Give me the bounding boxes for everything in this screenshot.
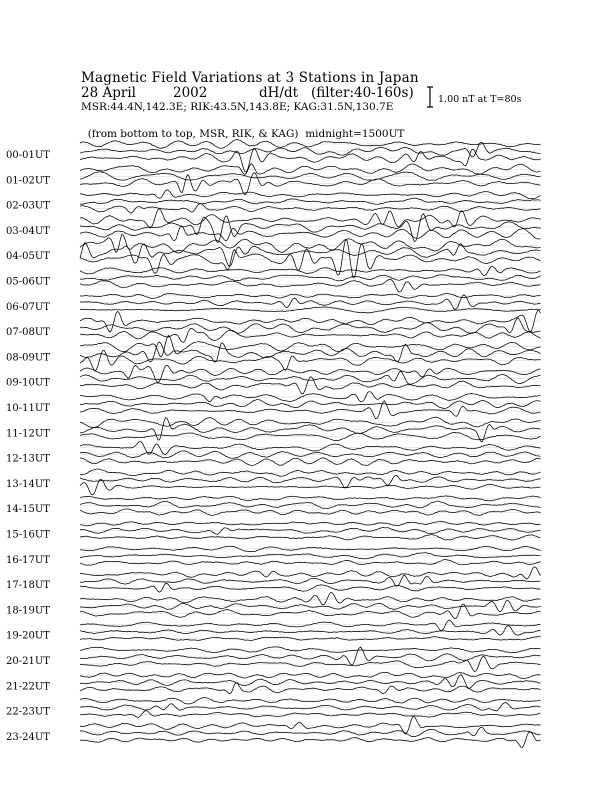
trace-msr [80, 711, 541, 718]
trace-kag [80, 392, 541, 402]
trace-kag [80, 190, 541, 199]
trace-kag [80, 593, 541, 605]
trace-kag [80, 234, 541, 253]
trace-kag [80, 546, 541, 552]
hour-label: 01-02UT [6, 175, 50, 187]
trace-rik [80, 214, 541, 243]
trace-msr [80, 559, 541, 565]
trace-rik [80, 600, 541, 611]
hour-label: 10-11UT [6, 403, 50, 414]
hour-label: 06-07UT [6, 301, 50, 313]
filter-label: (filter:40-160s) [311, 85, 414, 101]
order-note: (from bottom to top, MSR, RIK, & KAG) [87, 128, 299, 140]
trace-msr [80, 279, 541, 292]
trace-kag [80, 620, 541, 631]
trace-rik [80, 575, 541, 586]
hour-label: 04-05UT [6, 251, 50, 263]
hour-label: 18-19UT [6, 605, 50, 617]
trace-msr [80, 203, 541, 213]
hour-label: 00-01UT [6, 150, 50, 161]
hour-label: 12-13UT [6, 453, 50, 465]
trace-msr [80, 432, 541, 440]
trace-rik [80, 501, 541, 509]
hour-label: 05-06UT [6, 276, 50, 288]
trace-kag [80, 335, 541, 357]
hour-label: 13-14UT [6, 478, 50, 490]
hour-label: 02-03UT [6, 200, 50, 212]
trace-kag [80, 469, 541, 476]
trace-kag [80, 647, 541, 653]
scale-label: 1.00 nT at T=80s [438, 94, 522, 105]
hour-label: 23-24UT [6, 731, 50, 743]
hour-label: 07-08UT [6, 327, 50, 339]
hour-label: 15-16UT [6, 529, 50, 541]
trace-rik [80, 727, 541, 736]
hour-label: 21-22UT [6, 681, 50, 693]
trace-kag [80, 266, 541, 275]
hour-label: 19-20UT [6, 630, 50, 642]
trace-msr [80, 683, 541, 694]
hour-label: 09-10UT [6, 377, 50, 389]
trace-kag [80, 717, 541, 735]
hour-label: 08-09UT [6, 352, 50, 364]
hour-label: 17-18UT [6, 580, 50, 592]
trace-rik [80, 703, 541, 711]
trace-msr [80, 583, 541, 592]
grid-lines [80, 144, 541, 740]
trace-msr [80, 377, 541, 394]
hour-label: 16-17UT [6, 554, 50, 566]
midnight-note: midnight=1500UT [305, 128, 405, 140]
trace-rik [80, 318, 541, 333]
trace-rik [80, 528, 541, 535]
trace-rik [80, 275, 541, 281]
trace-rik [80, 626, 541, 635]
date-day: 28 April [81, 85, 136, 101]
hour-label: 03-04UT [6, 225, 50, 237]
trace-rik [80, 172, 541, 181]
trace-msr [80, 149, 541, 172]
hour-label: 22-23UT [6, 706, 50, 718]
trace-kag [80, 567, 541, 579]
hour-label: 14-15UT [6, 504, 50, 516]
chart-title: Magnetic Field Variations at 3 Stations in Japan [81, 70, 419, 86]
station-coordinates: MSR:44.4N,142.3E; RIK:43.5N,143.8E; KAG:31.5N,130.7E [81, 101, 394, 113]
hour-label: 20-21UT [6, 656, 50, 667]
date-year: 2002 [173, 85, 208, 101]
quantity-label: dH/dt [259, 85, 299, 101]
hour-label: 11-12UT [6, 428, 50, 440]
trace-rik [80, 371, 541, 384]
trace-kag [80, 209, 541, 228]
trace-rik [80, 198, 541, 204]
